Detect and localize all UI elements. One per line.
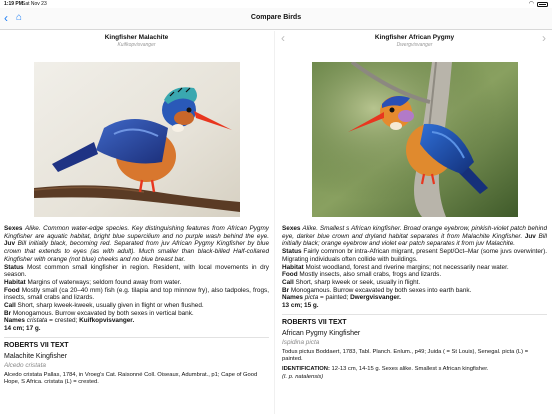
bird-size: 13 cm; 15 g. — [282, 302, 319, 310]
roberts-section-title: ROBERTS VII TEXT — [282, 314, 547, 326]
names-bold: Kuifkopvisvanger. — [79, 317, 135, 325]
label-sexes: Sexes — [282, 225, 301, 232]
label-br: Br — [4, 309, 12, 317]
bird-afrikaans-name: Kuifkopvisvanger — [117, 42, 156, 48]
status-right — [529, 0, 548, 8]
status-bar — [0, 0, 552, 8]
roberts-latin-name: Alcedo cristata — [4, 361, 46, 369]
next-bird-chevron-icon[interactable]: › — [542, 31, 546, 45]
roberts-bird-name: African Pygmy Kingfisher — [282, 329, 361, 337]
battery-icon — [537, 2, 548, 7]
label-food: Food — [282, 271, 298, 279]
wifi-icon: ◠ — [528, 1, 534, 7]
text-names: = crested; — [49, 317, 78, 325]
label-habitat: Habitat — [4, 278, 26, 286]
roberts-section-title: ROBERTS VII TEXT — [4, 337, 269, 349]
previous-bird-chevron-icon[interactable]: ‹ — [281, 31, 285, 45]
text-br: Monogamous. Burrow excavated by both sexes into earth bank. — [290, 286, 472, 294]
text-habitat: Moist woodland, forest and riverine margins; not necessarily near water. — [305, 263, 509, 271]
bird-name: Kingfisher African Pygmy — [374, 34, 455, 41]
text-habitat: Margins of waterways; seldom found away from water. — [27, 278, 182, 286]
home-icon[interactable]: ⌂ — [16, 12, 23, 23]
label-call: Call — [282, 278, 294, 286]
names-italic: cristata — [26, 317, 48, 325]
text-status: Most common small kingfisher in region. Resident, with local movements in dry season. — [4, 263, 269, 279]
roberts-bird-name: Malachite Kingfisher — [4, 352, 68, 360]
label-call: Call — [4, 302, 16, 310]
label-sexes: Sexes — [4, 225, 23, 232]
names-bold: Dwergvisvanger. — [350, 294, 401, 302]
text-food: Mostly insects, also small crabs, frogs and lizards. — [299, 271, 442, 279]
bird-photo — [312, 62, 518, 217]
text-sexes: Alike. Smallest s African kingfisher. Broad orange eyebrow, pinkish-violet patch behind eye, darker blue crown and dryland habitat separates it from Malachite Kingfisher. — [282, 225, 547, 240]
names-italic: picta — [304, 294, 319, 302]
status-time: 1:19 PM — [4, 1, 23, 7]
pane-divider — [274, 31, 275, 414]
bird-description — [282, 225, 547, 310]
identification-text — [282, 366, 547, 381]
african-pygmy-kingfisher-photo — [312, 62, 518, 217]
label-status: Status — [282, 248, 302, 256]
text-juv: Bill initially black; orange eyebrow and violet ear patch separates it from juv Malachite. — [282, 232, 547, 248]
label-juv: Juv — [4, 240, 16, 248]
text-call: Short, sharp kweek or seek, usually in flight. — [295, 278, 421, 286]
roberts-latin-name: Ispidina picta — [282, 338, 320, 346]
text-names: = painted; — [320, 294, 349, 302]
label-br: Br — [282, 286, 290, 294]
page-title: Compare Birds — [250, 14, 302, 21]
label-food: Food — [4, 286, 20, 294]
malachite-kingfisher-photo — [34, 62, 240, 217]
text-identification: 12-13 cm, 14-15 g. Sexes alike. Smallest s African kingfisher. — [331, 366, 489, 373]
text-call: Short, sharp kweek-kweek, usually given in flight or when flushed. — [17, 302, 204, 310]
nav-bar — [0, 8, 552, 30]
bird-afrikaans-name: Dwergvisvanger — [396, 42, 433, 48]
roberts-text: Todus pictus Boddaert, 1783, Tabl. Planch. Enlum., p49; Juida ( = St Louis), Senegal. picta (L) = painted. — [282, 348, 529, 363]
text-br: Monogamous. Burrow excavated by both sexes in vertical bank. — [12, 309, 194, 317]
text-juv: Bill initially black, becoming red. Separated from juv African Pygmy Kingfisher by blue crown that extends to eyes (as with adult). Much smaller than black-billed Half-collared Kingfisher with orange (not blue) cheeks and no blue breast bar. — [4, 240, 269, 263]
text-food: Mostly small (ca 20–40 mm) fish (e.g. tilapia and top minnow fry), also tadpoles, frogs, insects, small crabs and lizards. — [4, 286, 269, 302]
text-status: Fairly common br intra-African migrant, present Sept/Oct–Mar (some juvs overwinter). Migrating individuals often collide with buildings. — [282, 248, 547, 263]
bird-name: Kingfisher Malachite — [104, 34, 169, 41]
bird-description — [4, 225, 269, 333]
bird-photo — [34, 62, 240, 217]
label-identification: IDENTIFICATION: — [282, 366, 330, 373]
status-date: Sat Nov 23 — [22, 1, 47, 7]
bird-size: 14 cm; 17 g. — [4, 325, 41, 333]
text-sexes: Alike. Common water-edge species. Key distinguishing features from African Pygmy Kingfisher are aquatic habitat, bright blue supercilium and no purple wash behind the eye. — [4, 225, 269, 240]
label-habitat: Habitat — [282, 263, 304, 271]
label-names: Names — [4, 317, 25, 325]
label-names: Names — [282, 294, 303, 302]
roberts-text: Alcedo cristata Pallas, 1784, in Vroeg's Cat. Raisonné Coll. Oiseaux, Adumbrat., p1; Cape of Good Hope, S Africa. cristata (L) = crested. — [4, 371, 258, 386]
identification-latin: (I. p. natalensis) — [282, 373, 324, 380]
label-juv: Juv — [524, 232, 536, 240]
bird-pane-right[interactable] — [282, 31, 547, 414]
bird-pane-left[interactable] — [4, 31, 269, 414]
chevron-left-icon[interactable]: ‹ — [4, 11, 8, 25]
label-status: Status — [4, 263, 24, 271]
